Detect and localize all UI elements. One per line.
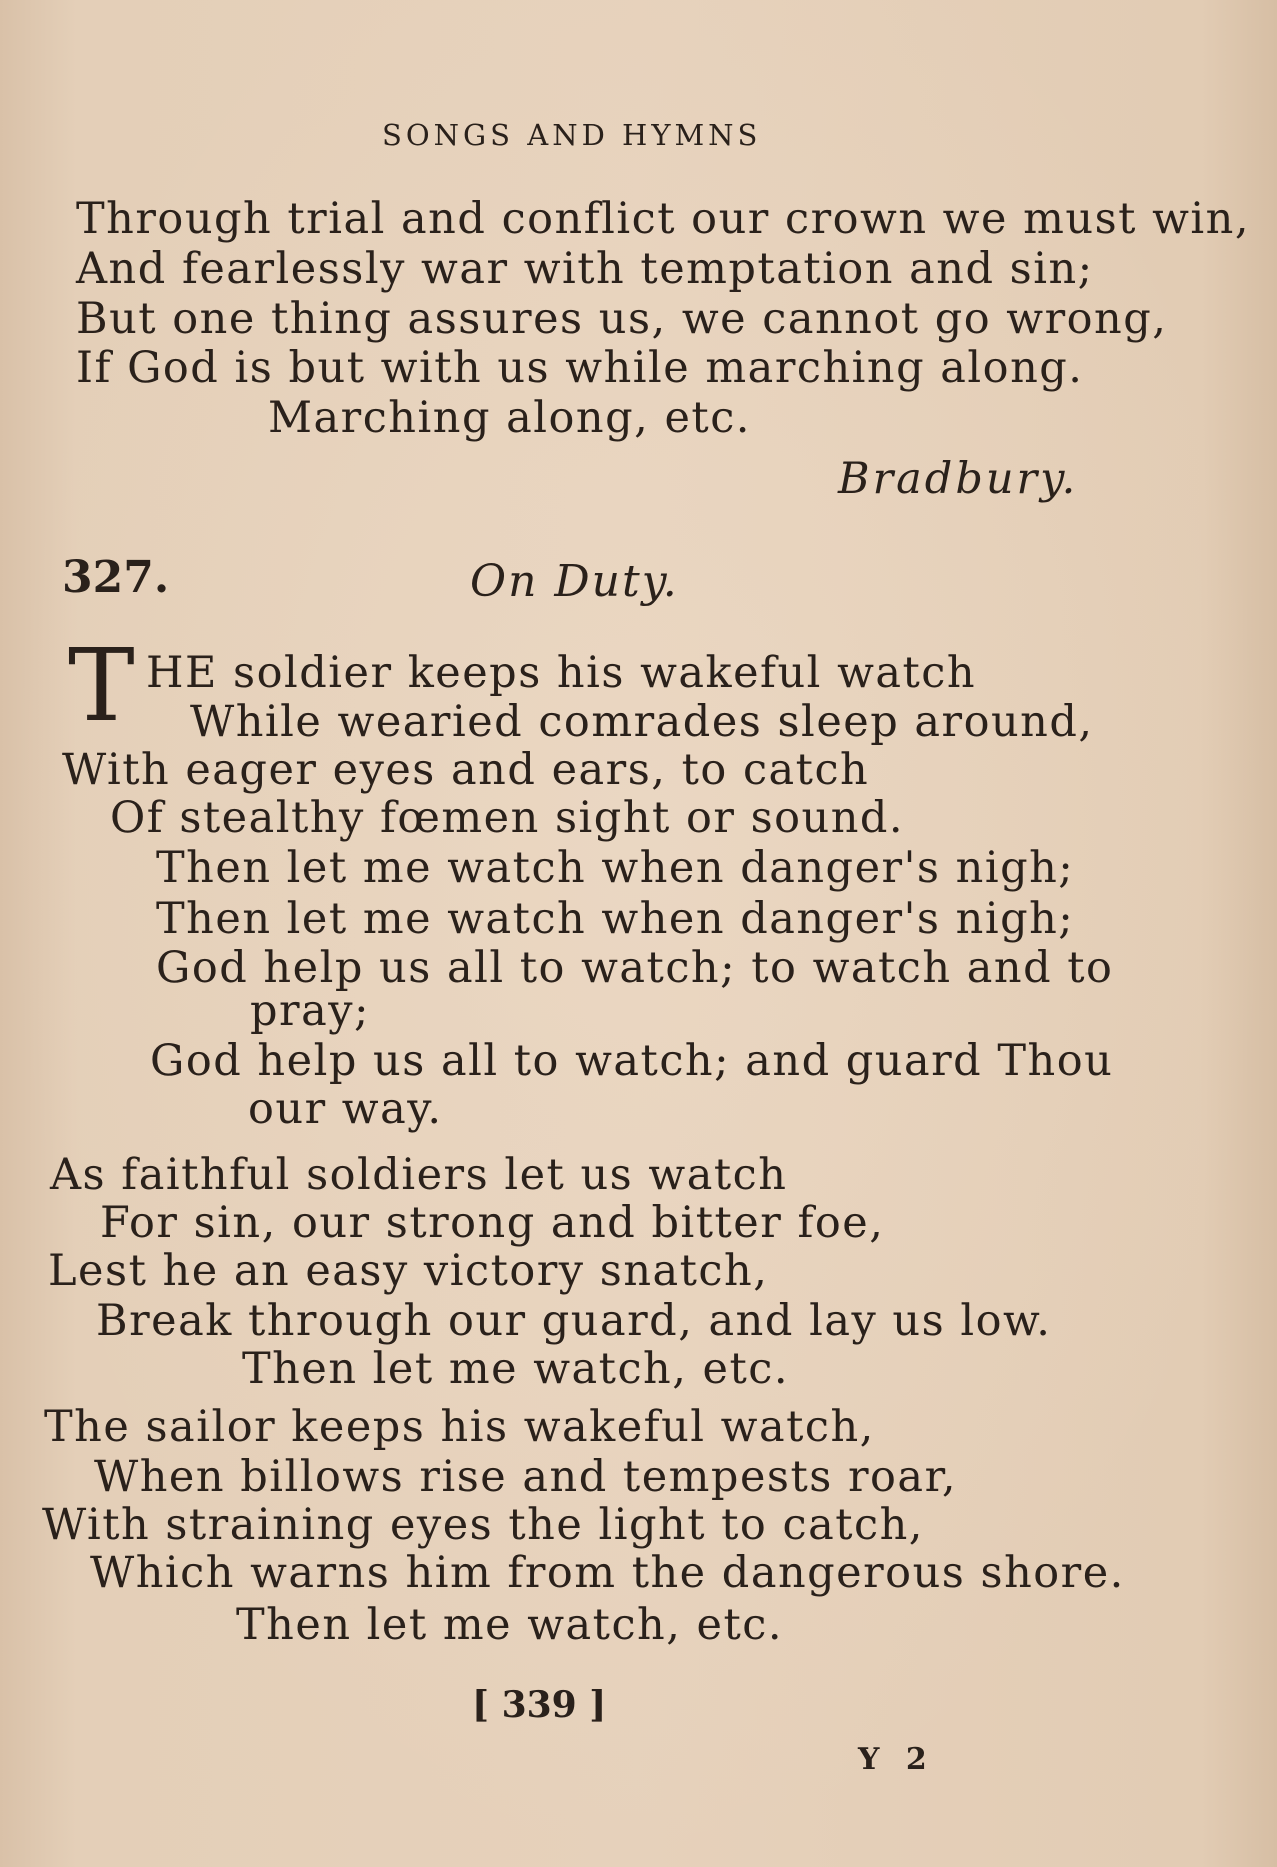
chorus-line: our way.	[248, 1084, 443, 1134]
verse-refrain: Then let me watch, etc.	[242, 1344, 790, 1394]
verse-refrain: Then let me watch, etc.	[236, 1600, 784, 1650]
hymn-number: 327.	[62, 552, 170, 603]
chorus-line: Then let me watch when danger's nigh;	[156, 843, 1075, 893]
chorus-line: God help us all to watch; and guard Thou	[150, 1036, 1114, 1086]
chorus-line: Then let me watch when danger's nigh;	[156, 894, 1075, 944]
page-number: [ 339 ]	[472, 1684, 607, 1726]
prev-hymn-line: But one thing assures us, we cannot go wrong,	[76, 294, 1168, 344]
verse-line: Which warns him from the dangerous shore.	[90, 1548, 1125, 1598]
chorus-line: pray;	[250, 986, 370, 1036]
verse-line: While wearied comrades sleep around,	[190, 697, 1094, 747]
verse-line: Of stealthy fœmen sight or sound.	[110, 793, 905, 843]
verse-line: With straining eyes the light to catch,	[42, 1500, 924, 1550]
hymn-author: Bradbury.	[838, 454, 1079, 504]
prev-hymn-line: And fearlessly war with temptation and sin;	[76, 244, 1094, 294]
verse-line: Lest he an easy victory snatch,	[48, 1246, 769, 1296]
verse-line: For sin, our strong and bitter foe,	[100, 1198, 885, 1248]
hymn-title: On Duty.	[470, 556, 679, 607]
prev-hymn-refrain: Marching along, etc.	[268, 393, 751, 443]
verse-line: HE soldier keeps his wakeful watch	[146, 648, 977, 698]
verse-line: When billows rise and tempests roar,	[94, 1452, 958, 1502]
verse-line: Break through our guard, and lay us low.	[96, 1296, 1052, 1346]
verse-line: As faithful soldiers let us watch	[50, 1150, 788, 1200]
prev-hymn-line: If God is but with us while marching along.	[76, 343, 1084, 393]
drop-cap: T	[68, 627, 135, 744]
verse-line: With eager eyes and ears, to catch	[62, 745, 870, 795]
verse-line: The sailor keeps his wakeful watch,	[44, 1402, 875, 1452]
running-head: SONGS AND HYMNS	[382, 118, 762, 152]
signature-mark: Y 2	[858, 1742, 935, 1777]
chorus-line: God help us all to watch; to watch and to	[156, 943, 1114, 993]
prev-hymn-line: Through trial and conflict our crown we must win,	[76, 194, 1251, 244]
